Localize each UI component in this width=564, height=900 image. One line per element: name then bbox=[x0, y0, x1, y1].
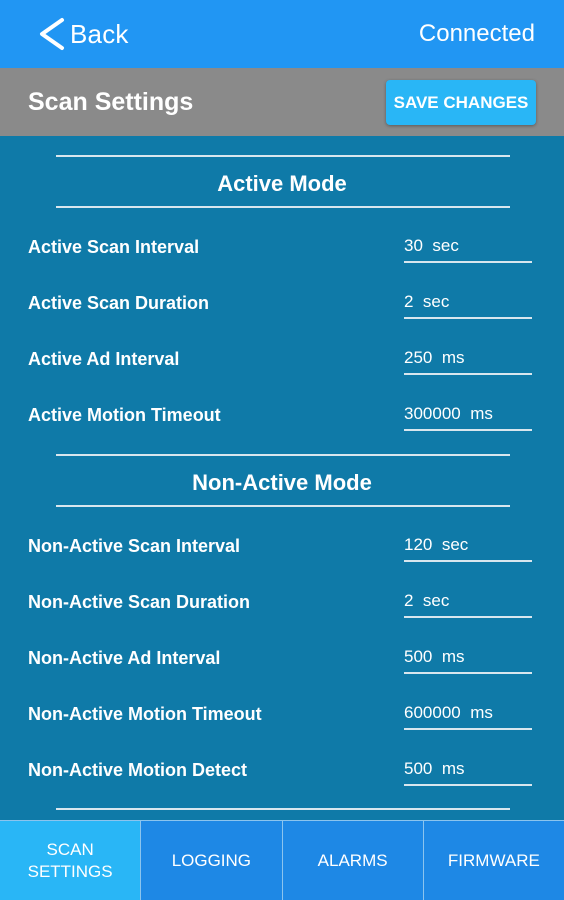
tab-scan-settings[interactable] bbox=[0, 820, 140, 900]
non-active-ad-interval-input[interactable] bbox=[404, 647, 532, 674]
top-app-bar bbox=[0, 0, 564, 68]
divider bbox=[56, 155, 510, 157]
setting-row bbox=[0, 227, 564, 267]
non-active-scan-duration-input[interactable] bbox=[404, 591, 532, 618]
tab-label-line: SETTINGS bbox=[27, 861, 113, 881]
active-motion-timeout-input[interactable] bbox=[404, 404, 532, 431]
divider bbox=[56, 454, 510, 456]
field-unit: ms bbox=[470, 404, 493, 423]
field-unit: ms bbox=[470, 703, 493, 722]
setting-label: Active Scan Duration bbox=[28, 293, 210, 313]
setting-label: Non-Active Motion Detect bbox=[28, 760, 248, 780]
setting-row bbox=[0, 395, 564, 435]
back-button[interactable] bbox=[36, 17, 129, 51]
tab-alarms[interactable] bbox=[282, 820, 423, 900]
setting-row bbox=[0, 638, 564, 678]
active-ad-interval-input[interactable] bbox=[404, 348, 532, 375]
bottom-tab-bar bbox=[0, 820, 564, 900]
field-value: 500 bbox=[404, 759, 433, 778]
field-unit: ms bbox=[441, 759, 465, 778]
active-scan-interval-input[interactable] bbox=[404, 236, 532, 263]
save-changes-button[interactable]: SAVE CHANGES bbox=[386, 80, 536, 125]
tab-label bbox=[28, 839, 113, 883]
field-unit: sec bbox=[422, 591, 450, 610]
chevron-left-icon bbox=[36, 17, 66, 51]
setting-label: Non-Active Scan Interval bbox=[28, 536, 241, 556]
section-title-non-active-mode: Non-Active Mode bbox=[192, 470, 372, 495]
setting-row bbox=[0, 582, 564, 622]
setting-label: Non-Active Scan Duration bbox=[28, 592, 251, 612]
field-value: 600000 bbox=[404, 703, 461, 722]
setting-label: Active Scan Interval bbox=[28, 237, 200, 257]
setting-label: Active Ad Interval bbox=[28, 349, 180, 369]
tab-logging[interactable] bbox=[140, 820, 281, 900]
tab-label: FIRMWARE bbox=[447, 850, 540, 870]
divider bbox=[56, 206, 510, 208]
field-value: 30 bbox=[404, 236, 423, 255]
non-active-scan-interval-input[interactable] bbox=[404, 535, 532, 562]
field-unit: sec bbox=[432, 236, 459, 255]
field-unit: sec bbox=[422, 292, 450, 311]
active-scan-duration-input[interactable] bbox=[404, 292, 532, 319]
non-active-motion-timeout-input[interactable] bbox=[404, 703, 532, 730]
non-active-motion-detect-input[interactable] bbox=[404, 759, 532, 786]
field-value: 2 bbox=[404, 591, 414, 610]
setting-label: Non-Active Motion Timeout bbox=[28, 704, 262, 724]
field-value: 300000 bbox=[404, 404, 461, 423]
tab-firmware[interactable] bbox=[423, 820, 564, 900]
tab-label-line: SCAN bbox=[46, 839, 94, 859]
setting-label: Active Motion Timeout bbox=[28, 405, 221, 425]
tab-label: LOGGING bbox=[171, 850, 252, 870]
field-unit: ms bbox=[441, 647, 465, 666]
divider bbox=[56, 505, 510, 507]
connection-status: Connected bbox=[418, 20, 535, 47]
tab-label: ALARMS bbox=[317, 850, 388, 870]
section-title-active-mode: Active Mode bbox=[217, 171, 347, 196]
title-bar bbox=[0, 68, 564, 136]
setting-row bbox=[0, 694, 564, 734]
divider bbox=[56, 808, 510, 810]
field-unit: sec bbox=[441, 535, 469, 554]
setting-row bbox=[0, 750, 564, 790]
field-value: 120 bbox=[404, 535, 433, 554]
setting-row bbox=[0, 339, 564, 379]
settings-content[interactable] bbox=[0, 136, 564, 820]
back-label: Back bbox=[70, 18, 129, 49]
field-value: 2 bbox=[404, 292, 414, 311]
page-title: Scan Settings bbox=[28, 87, 194, 116]
field-unit: ms bbox=[441, 348, 465, 367]
field-value: 250 bbox=[404, 348, 433, 367]
setting-label: Non-Active Ad Interval bbox=[28, 648, 221, 668]
field-value: 500 bbox=[404, 647, 433, 666]
setting-row bbox=[0, 526, 564, 566]
setting-row bbox=[0, 283, 564, 323]
